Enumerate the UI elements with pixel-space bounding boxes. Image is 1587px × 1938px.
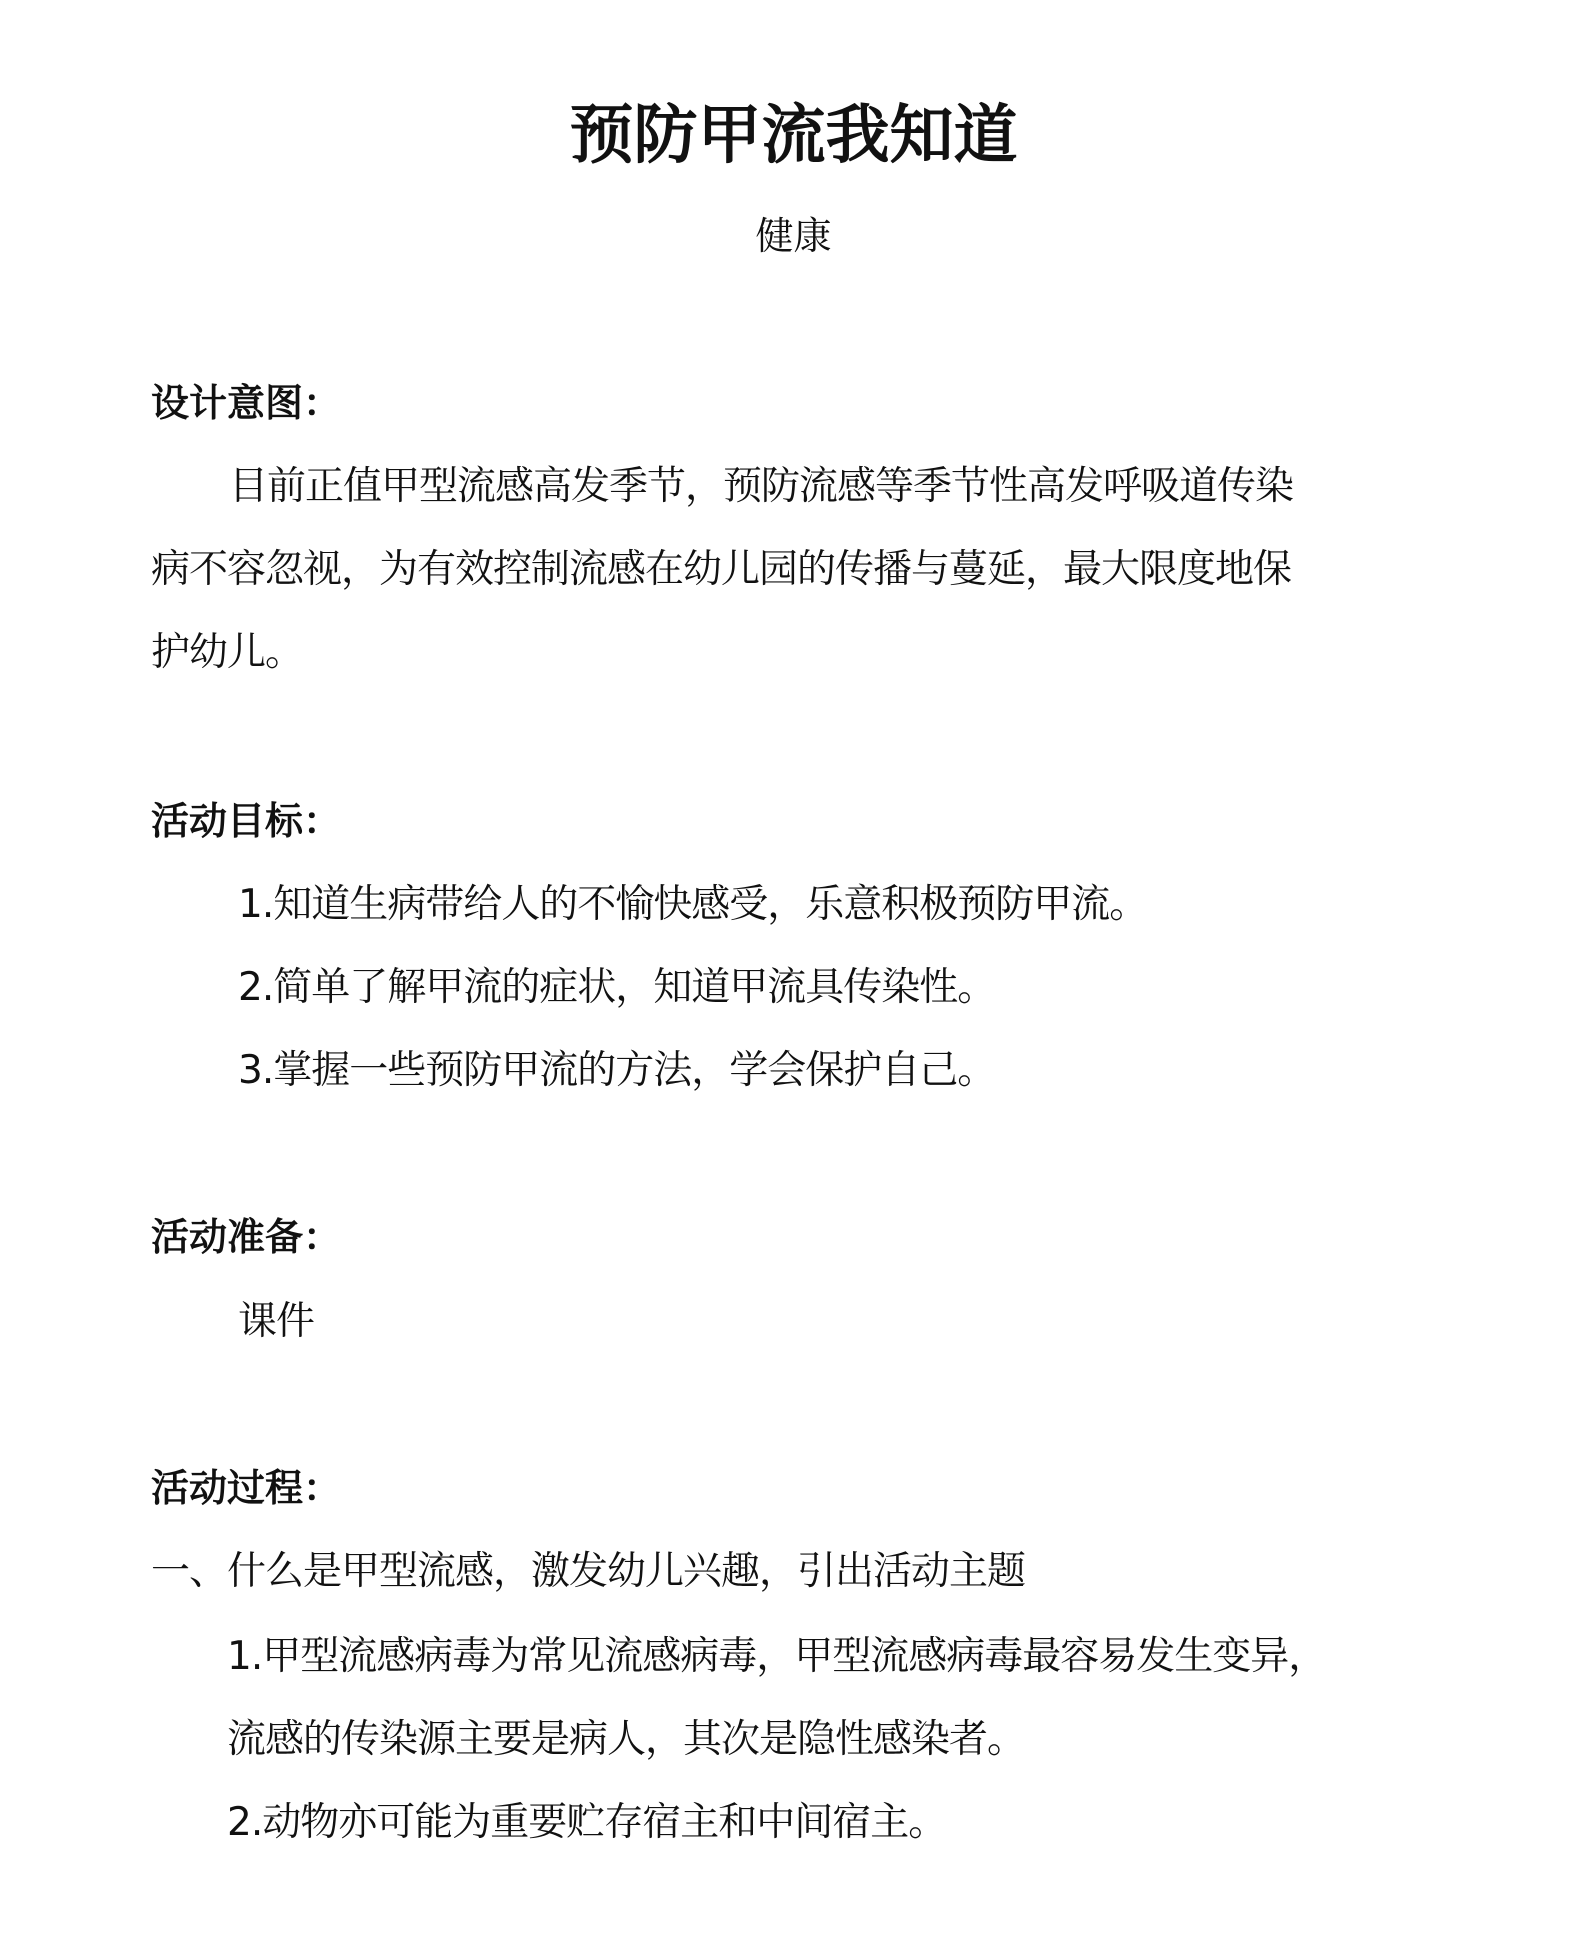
paragraph-line: 护幼儿。 <box>151 630 304 675</box>
heading-activity-goals: 活动目标： <box>151 799 342 843</box>
heading-design-intent: 设计意图： <box>151 381 342 425</box>
goal-item: 1.知道生病带给人的不愉快感受，乐意积极预防甲流。 <box>238 882 1148 927</box>
goal-item: 2.简单了解甲流的症状，知道甲流具传染性。 <box>238 965 996 1010</box>
paragraph-line: 病不容忽视，为有效控制流感在幼儿园的传播与蔓延，最大限度地保 <box>151 547 1292 592</box>
paragraph-line: 目前正值甲型流感高发季节，预防流感等季节性高发呼吸道传染 <box>229 464 1294 509</box>
process-line: 流感的传染源主要是病人，其次是隐性感染者。 <box>227 1717 1026 1762</box>
goal-item: 3.掌握一些预防甲流的方法，学会保护自己。 <box>238 1048 996 1093</box>
process-line: 2.动物亦可能为重要贮存宿主和中间宿主。 <box>227 1800 947 1845</box>
document-subtitle: 健康 <box>755 214 832 258</box>
prep-item: 课件 <box>238 1299 315 1344</box>
heading-activity-prep: 活动准备： <box>151 1215 342 1259</box>
process-step-heading: 一、什么是甲型流感，激发幼儿兴趣，引出活动主题 <box>151 1549 1026 1594</box>
heading-activity-process: 活动过程： <box>151 1466 342 1510</box>
document-title: 预防甲流我知道 <box>569 99 1018 173</box>
process-line: 1.甲型流感病毒为常见流感病毒，甲型流感病毒最容易发生变异， <box>227 1634 1327 1679</box>
